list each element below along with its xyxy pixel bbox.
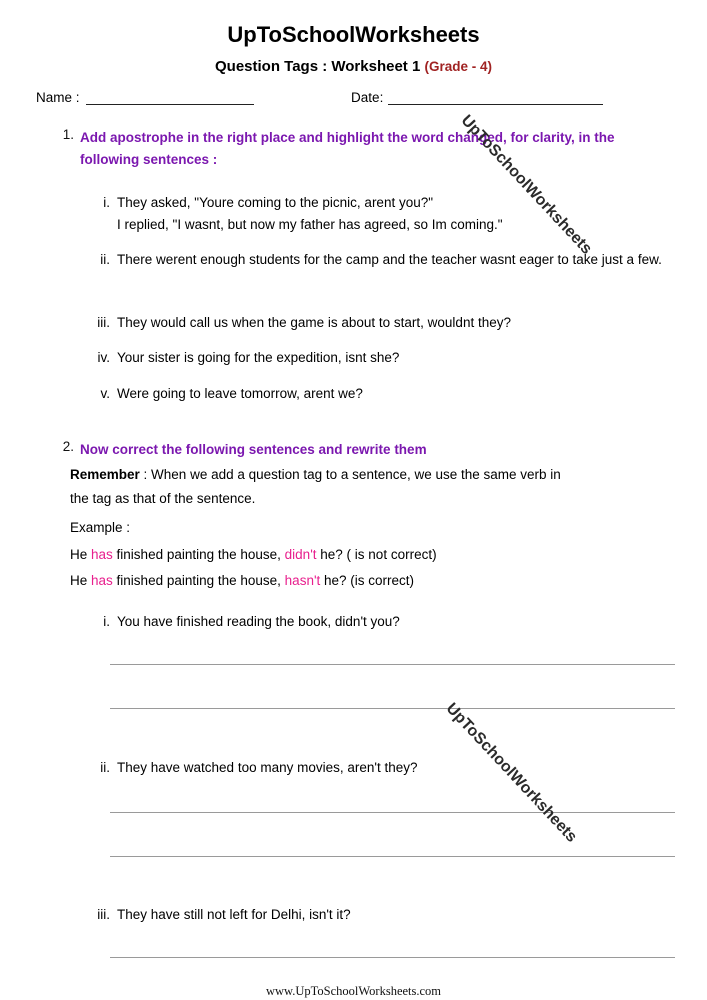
q2-item-1-text: You have finished reading the book, didn't you? bbox=[117, 614, 400, 629]
q1-item-1 bbox=[0, 192, 707, 236]
q1-item-2 bbox=[0, 249, 707, 271]
name-input[interactable] bbox=[86, 91, 254, 105]
worksheet-title: Question Tags : Worksheet 1 bbox=[214, 58, 421, 75]
watermark-bottom: UpToSchoolWorksheets bbox=[442, 700, 581, 846]
q2-item-1 bbox=[0, 611, 707, 633]
watermark-top: UpToSchoolWorksheets bbox=[457, 112, 596, 258]
q1-item-3 bbox=[0, 312, 707, 334]
q2-item-1-answer-line-1[interactable] bbox=[110, 664, 675, 665]
question-1-number: 1. bbox=[62, 127, 74, 142]
example-2-highlight-1: has bbox=[91, 573, 113, 588]
remember-label: Remember bbox=[70, 467, 140, 482]
date-label: Date: bbox=[351, 90, 384, 105]
question-2-heading bbox=[0, 439, 707, 461]
grade-badge: (Grade - 4) bbox=[424, 59, 492, 74]
q1-item-5-marker: v. bbox=[100, 386, 110, 401]
example-line-2 bbox=[0, 569, 707, 593]
q2-item-3-marker: iii. bbox=[97, 907, 110, 922]
remember-note bbox=[0, 463, 707, 510]
q2-item-1-marker: i. bbox=[103, 614, 110, 629]
q1-item-3-marker: iii. bbox=[97, 315, 110, 330]
q1-item-4 bbox=[0, 347, 707, 369]
example-2-highlight-2: hasn't bbox=[284, 573, 321, 588]
q2-item-2-answer-line-2[interactable] bbox=[110, 856, 675, 857]
q2-item-2-answer-line-1[interactable] bbox=[110, 812, 675, 813]
name-field bbox=[36, 90, 254, 105]
question-1-heading bbox=[0, 127, 707, 172]
question-2-instruction: Now correct the following sentences and rewrite them bbox=[80, 442, 427, 457]
name-label: Name : bbox=[36, 90, 80, 105]
example-2-post: he? (is correct) bbox=[320, 573, 415, 588]
q2-item-3-answer-line-1[interactable] bbox=[110, 957, 675, 958]
example-label-text: Example : bbox=[70, 520, 131, 535]
q2-item-3-text: They have still not left for Delhi, isn't it? bbox=[117, 907, 351, 922]
example-2-mid: finished painting the house, bbox=[112, 573, 285, 588]
q1-item-2-text: There werent enough students for the camp and the teacher wasnt eager to take just a few. bbox=[117, 252, 662, 267]
date-input[interactable] bbox=[388, 91, 603, 105]
question-2-number: 2. bbox=[62, 439, 74, 454]
q2-item-2-text: They have watched too many movies, aren't they? bbox=[117, 760, 418, 775]
q2-item-2 bbox=[0, 757, 707, 779]
example-1-pre: He bbox=[70, 547, 92, 562]
example-label bbox=[0, 516, 707, 540]
q2-item-1-answer-line-2[interactable] bbox=[110, 708, 675, 709]
date-field bbox=[351, 90, 603, 105]
q1-item-1-marker: i. bbox=[103, 195, 110, 210]
worksheet-title-line bbox=[0, 58, 707, 75]
example-1-highlight-2: didn't bbox=[284, 547, 317, 562]
footer-url: www.UpToSchoolWorksheets.com bbox=[265, 984, 442, 998]
remember-text: : When we add a question tag to a sentence, we use the same verb in the tag as that of the sentence. bbox=[70, 467, 561, 506]
q1-item-5-text: Were going to leave tomorrow, arent we? bbox=[117, 386, 363, 401]
site-title: UpToSchoolWorksheets bbox=[227, 22, 480, 47]
example-2-pre: He bbox=[70, 573, 92, 588]
example-1-post: he? ( is not correct) bbox=[316, 547, 437, 562]
example-line-1 bbox=[0, 543, 707, 567]
q1-item-4-marker: iv. bbox=[97, 350, 110, 365]
q2-item-2-marker: ii. bbox=[100, 760, 110, 775]
question-1-instruction: Add apostrophe in the right place and highlight the word changed, for clarity, in the following sentences : bbox=[80, 130, 615, 168]
q1-item-5 bbox=[0, 383, 707, 405]
q1-item-3-text: They would call us when the game is about to start, wouldnt they? bbox=[117, 315, 511, 330]
example-1-mid: finished painting the house, bbox=[112, 547, 285, 562]
q1-item-4-text: Your sister is going for the expedition, isnt she? bbox=[117, 350, 400, 365]
q1-item-1-text: They asked, "Youre coming to the picnic, arent you?" bbox=[117, 195, 434, 210]
q2-item-3 bbox=[0, 904, 707, 926]
q1-item-2-marker: ii. bbox=[100, 252, 110, 267]
name-date-row bbox=[36, 90, 676, 105]
example-1-highlight-1: has bbox=[91, 547, 113, 562]
q1-item-1-text-line2: I replied, "I wasnt, but now my father has agreed, so Im coming." bbox=[117, 216, 503, 232]
